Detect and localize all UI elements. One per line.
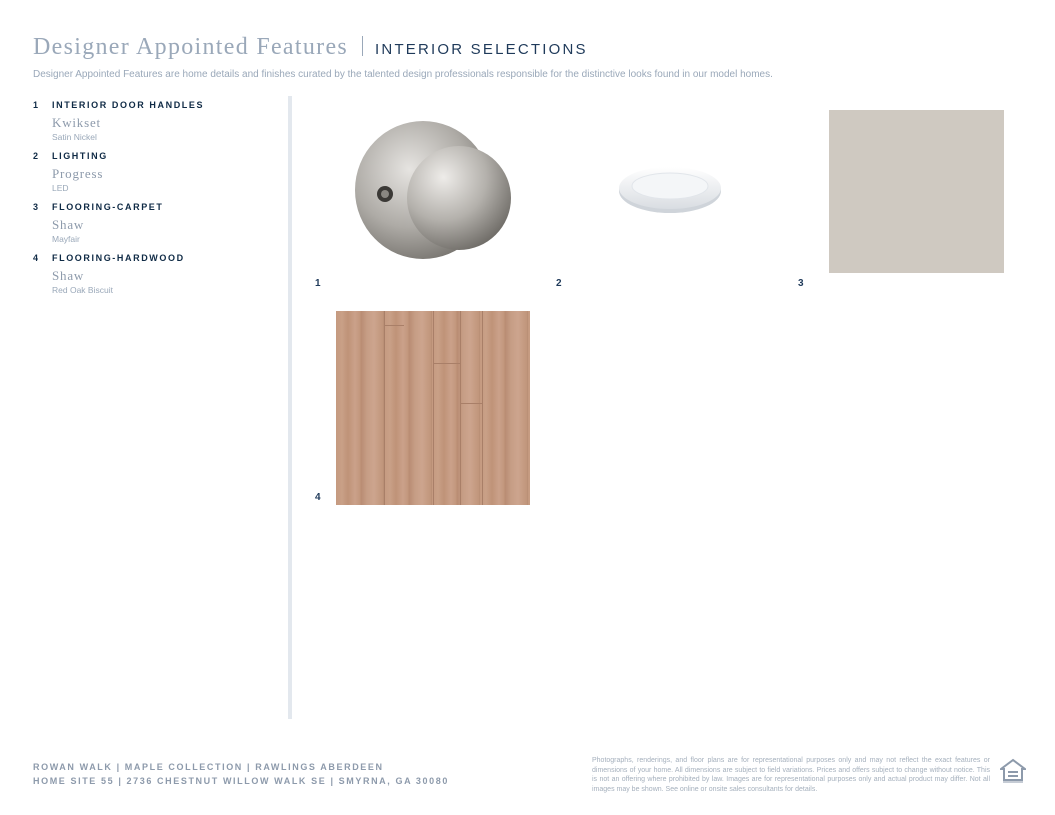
item-model: Red Oak Biscuit [52, 285, 113, 295]
title-separator [362, 36, 363, 56]
disclaimer-text: Photographs, renderings, and floor plans are for representational purposes only and may not reflect the exact features or dimensions of your home. All dimensions are subject to field variations. Prices and offers subject to change without notice. This is not an offering where prohibited by law. Images are for representational purposes only and actual product may differ. Not all images may be shown. See online or onsite sales consultants for details. [592, 757, 990, 793]
selections-list [33, 100, 273, 304]
carpet-swatch-image [829, 110, 1004, 273]
image-number: 4 [315, 492, 321, 503]
footer-homesite: HOME SITE 55 | 2736 CHESTNUT WILLOW WALK SE | SMYRNA, GA 30080 [33, 776, 449, 786]
door-knob-image [351, 118, 513, 262]
list-item [33, 202, 273, 244]
item-category: FLOORING-CARPET [52, 202, 164, 212]
item-number: 2 [33, 151, 40, 161]
plank-seam [433, 363, 460, 364]
item-brand: Shaw [52, 217, 85, 232]
list-item [33, 151, 273, 193]
plank-seam [460, 403, 482, 404]
list-item [33, 100, 273, 142]
image-number: 3 [798, 278, 804, 289]
page-subtitle: INTERIOR SELECTIONS [375, 41, 588, 58]
image-number: 1 [315, 278, 321, 289]
intro-text: Designer Appointed Features are home details and finishes curated by the talented design professionals responsible for the distinctive looks found in our model homes. [33, 69, 773, 80]
page-header [33, 34, 1023, 80]
page-title: Designer Appointed Features [33, 34, 349, 60]
item-brand: Progress [52, 166, 104, 181]
item-category: INTERIOR DOOR HANDLES [52, 100, 205, 110]
hardwood-swatch-image [336, 311, 530, 505]
list-item [33, 253, 273, 295]
item-number: 3 [33, 202, 40, 212]
item-brand: Kwikset [52, 115, 101, 130]
plank-seam [482, 311, 483, 505]
item-model: Satin Nickel [52, 132, 97, 142]
led-light-image [615, 163, 725, 215]
item-category: FLOORING-HARDWOOD [52, 253, 185, 263]
plank-seam [433, 311, 434, 505]
equal-housing-opportunity-icon [1000, 758, 1026, 784]
item-number: 1 [33, 100, 40, 110]
plank-seam [384, 311, 385, 505]
item-model: Mayfair [52, 234, 80, 244]
footer-community: ROWAN WALK | MAPLE COLLECTION | RAWLINGS ABERDEEN [33, 762, 384, 772]
plank-seam [460, 311, 461, 505]
plank-seam [384, 325, 404, 326]
item-model: LED [52, 183, 69, 193]
item-number: 4 [33, 253, 40, 263]
vertical-divider [288, 96, 292, 719]
title-row [33, 34, 1023, 61]
footer-address [33, 760, 449, 788]
item-category: LIGHTING [52, 151, 108, 161]
image-number: 2 [556, 278, 562, 289]
item-brand: Shaw [52, 268, 85, 283]
